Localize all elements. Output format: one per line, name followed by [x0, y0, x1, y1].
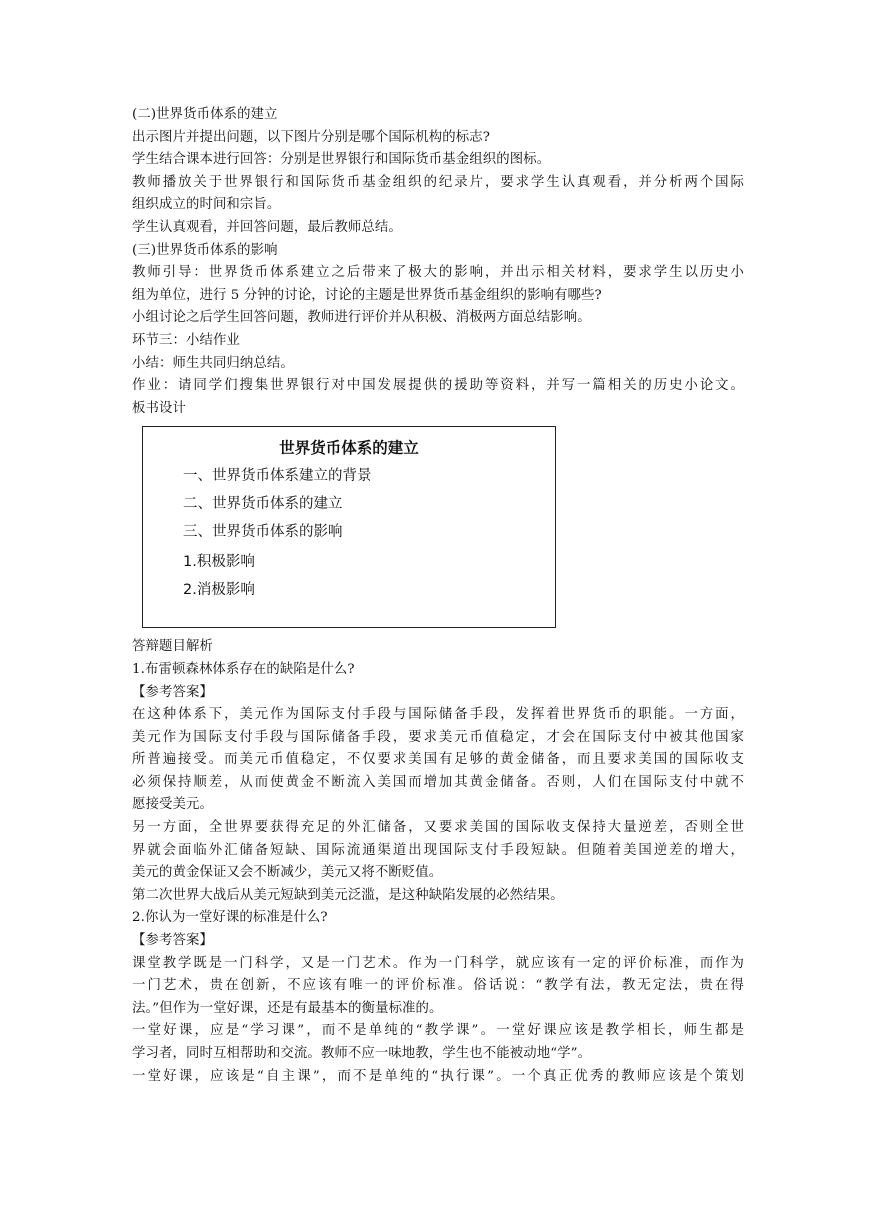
paragraph-line: 一门艺术，贵在创新，不应该有唯一的评价标准。俗话说：“教学有法，教无定法，贵在得: [132, 978, 744, 994]
question-1: 1.布雷顿森林体系存在的缺陷是什么?: [132, 661, 355, 677]
heading-influence: (三)世界货币体系的影响: [132, 242, 278, 258]
board-item-influence: 三、世界货币体系的影响: [183, 524, 343, 541]
board-sub-negative: 2.消极影响: [183, 582, 255, 599]
paragraph-line: 另一方面，全世界要获得充足的外汇储备，又要求美国的国际收支保持大量逆差，否则全世: [132, 820, 744, 836]
heading-defense: 答辩题目解析: [132, 639, 213, 655]
board-item-establishment: 二、世界货币体系的建立: [183, 496, 343, 513]
section-defense-questions: [132, 636, 744, 1088]
paragraph-line: 必须保持顺差，从而使黄金不断流入美国而增加其黄金储备。否则，人们在国际支付中就不: [132, 774, 744, 790]
paragraph-line: 一堂好课，应是“学习课”，而不是单纯的“教学课”。一堂好课应该是教学相长，师生都是: [132, 1023, 744, 1039]
paragraph-line: 教师播放关于世界银行和国际货币基金组织的纪录片，要求学生认真观看，并分析两个国际: [132, 174, 744, 190]
document-page: [132, 104, 744, 1088]
heading-establishment: (二)世界货币体系的建立: [132, 107, 278, 122]
question-2: 2.你认为一堂好课的标准是什么?: [132, 910, 328, 926]
paragraph-line: 界就会面临外汇储备短缺、国际流通渠道出现国际支付手段短缺。但随着美国逆差的增大，: [132, 842, 744, 858]
paragraph-line: 所普遍接受。而美元币值稳定，不仅要求美国有足够的黄金储备，而且要求美国的国际收支: [132, 752, 744, 768]
paragraph-line: 在这种体系下，美元作为国际支付手段与国际储备手段，发挥着世界货币的职能。一方面，: [132, 707, 744, 723]
paragraph-line: 学习者，同时互相帮助和交流。教师不应一味地教，学生也不能被动地“学”。: [132, 1046, 592, 1061]
paragraph-line: 出示图片并提出问题，以下图片分别是哪个国际机构的标志?: [132, 129, 491, 145]
board-item-background: 一、世界货币体系建立的背景: [183, 468, 372, 485]
paragraph-line: 第二次世界大战后从美元短缺到美元泛滥，是这种缺陷发展的必然结果。: [132, 887, 564, 903]
heading-board-design: 板书设计: [132, 400, 186, 416]
paragraph-line: 美元作为国际支付手段与国际储备手段，要求美元币值稳定，才会在国际支付中被其他国家: [132, 729, 744, 745]
paragraph-line: 作业：请同学们搜集世界银行对中国发展提供的援助等资料，并写一篇相关的历史小论文。: [132, 378, 744, 394]
reference-answer-label: 【参考答案】: [132, 933, 213, 949]
paragraph-line: 学生结合课本进行回答：分别是世界银行和国际货币基金组织的图标。: [132, 152, 551, 168]
blackboard-design-box: [142, 426, 556, 628]
paragraph-line: 学生认真观看，并回答问题，最后教师总结。: [132, 219, 402, 235]
heading-summary: 环节三：小结作业: [132, 332, 240, 348]
paragraph-line: 教师引导：世界货币体系建立之后带来了极大的影响，并出示相关材料，要求学生以历史小: [132, 265, 744, 281]
paragraph-line: 一堂好课，应该是“自主课”，而不是单纯的“执行课”。一个真正优秀的教师应该是个策划: [132, 1068, 744, 1084]
paragraph-line: 组为单位，进行 5 分钟的讨论，讨论的主题是世界货币基金组织的影响有哪些?: [132, 287, 602, 303]
paragraph-line: 课堂教学既是一门科学，又是一门艺术。作为一门科学，就应该有一定的评价标准，而作为: [132, 955, 744, 971]
reference-answer-label: 【参考答案】: [132, 684, 213, 700]
paragraph-line: 美元的黄金保证又会不断减少，美元又将不断贬值。: [132, 865, 443, 881]
section-lesson-process: [132, 104, 744, 420]
board-title: 世界货币体系的建立: [279, 439, 419, 458]
board-sub-positive: 1.积极影响: [183, 554, 255, 571]
paragraph-line: 小结：师生共同归纳总结。: [132, 355, 294, 371]
paragraph-line: 法。”但作为一堂好课，还是有最基本的衡量标准的。: [132, 1000, 443, 1016]
paragraph-line: 小组讨论之后学生回答问题，教师进行评价并从积极、消极两方面总结影响。: [132, 310, 591, 326]
paragraph-line: 组织成立的时间和宗旨。: [132, 197, 281, 213]
paragraph-line: 愿接受美元。: [132, 797, 213, 813]
